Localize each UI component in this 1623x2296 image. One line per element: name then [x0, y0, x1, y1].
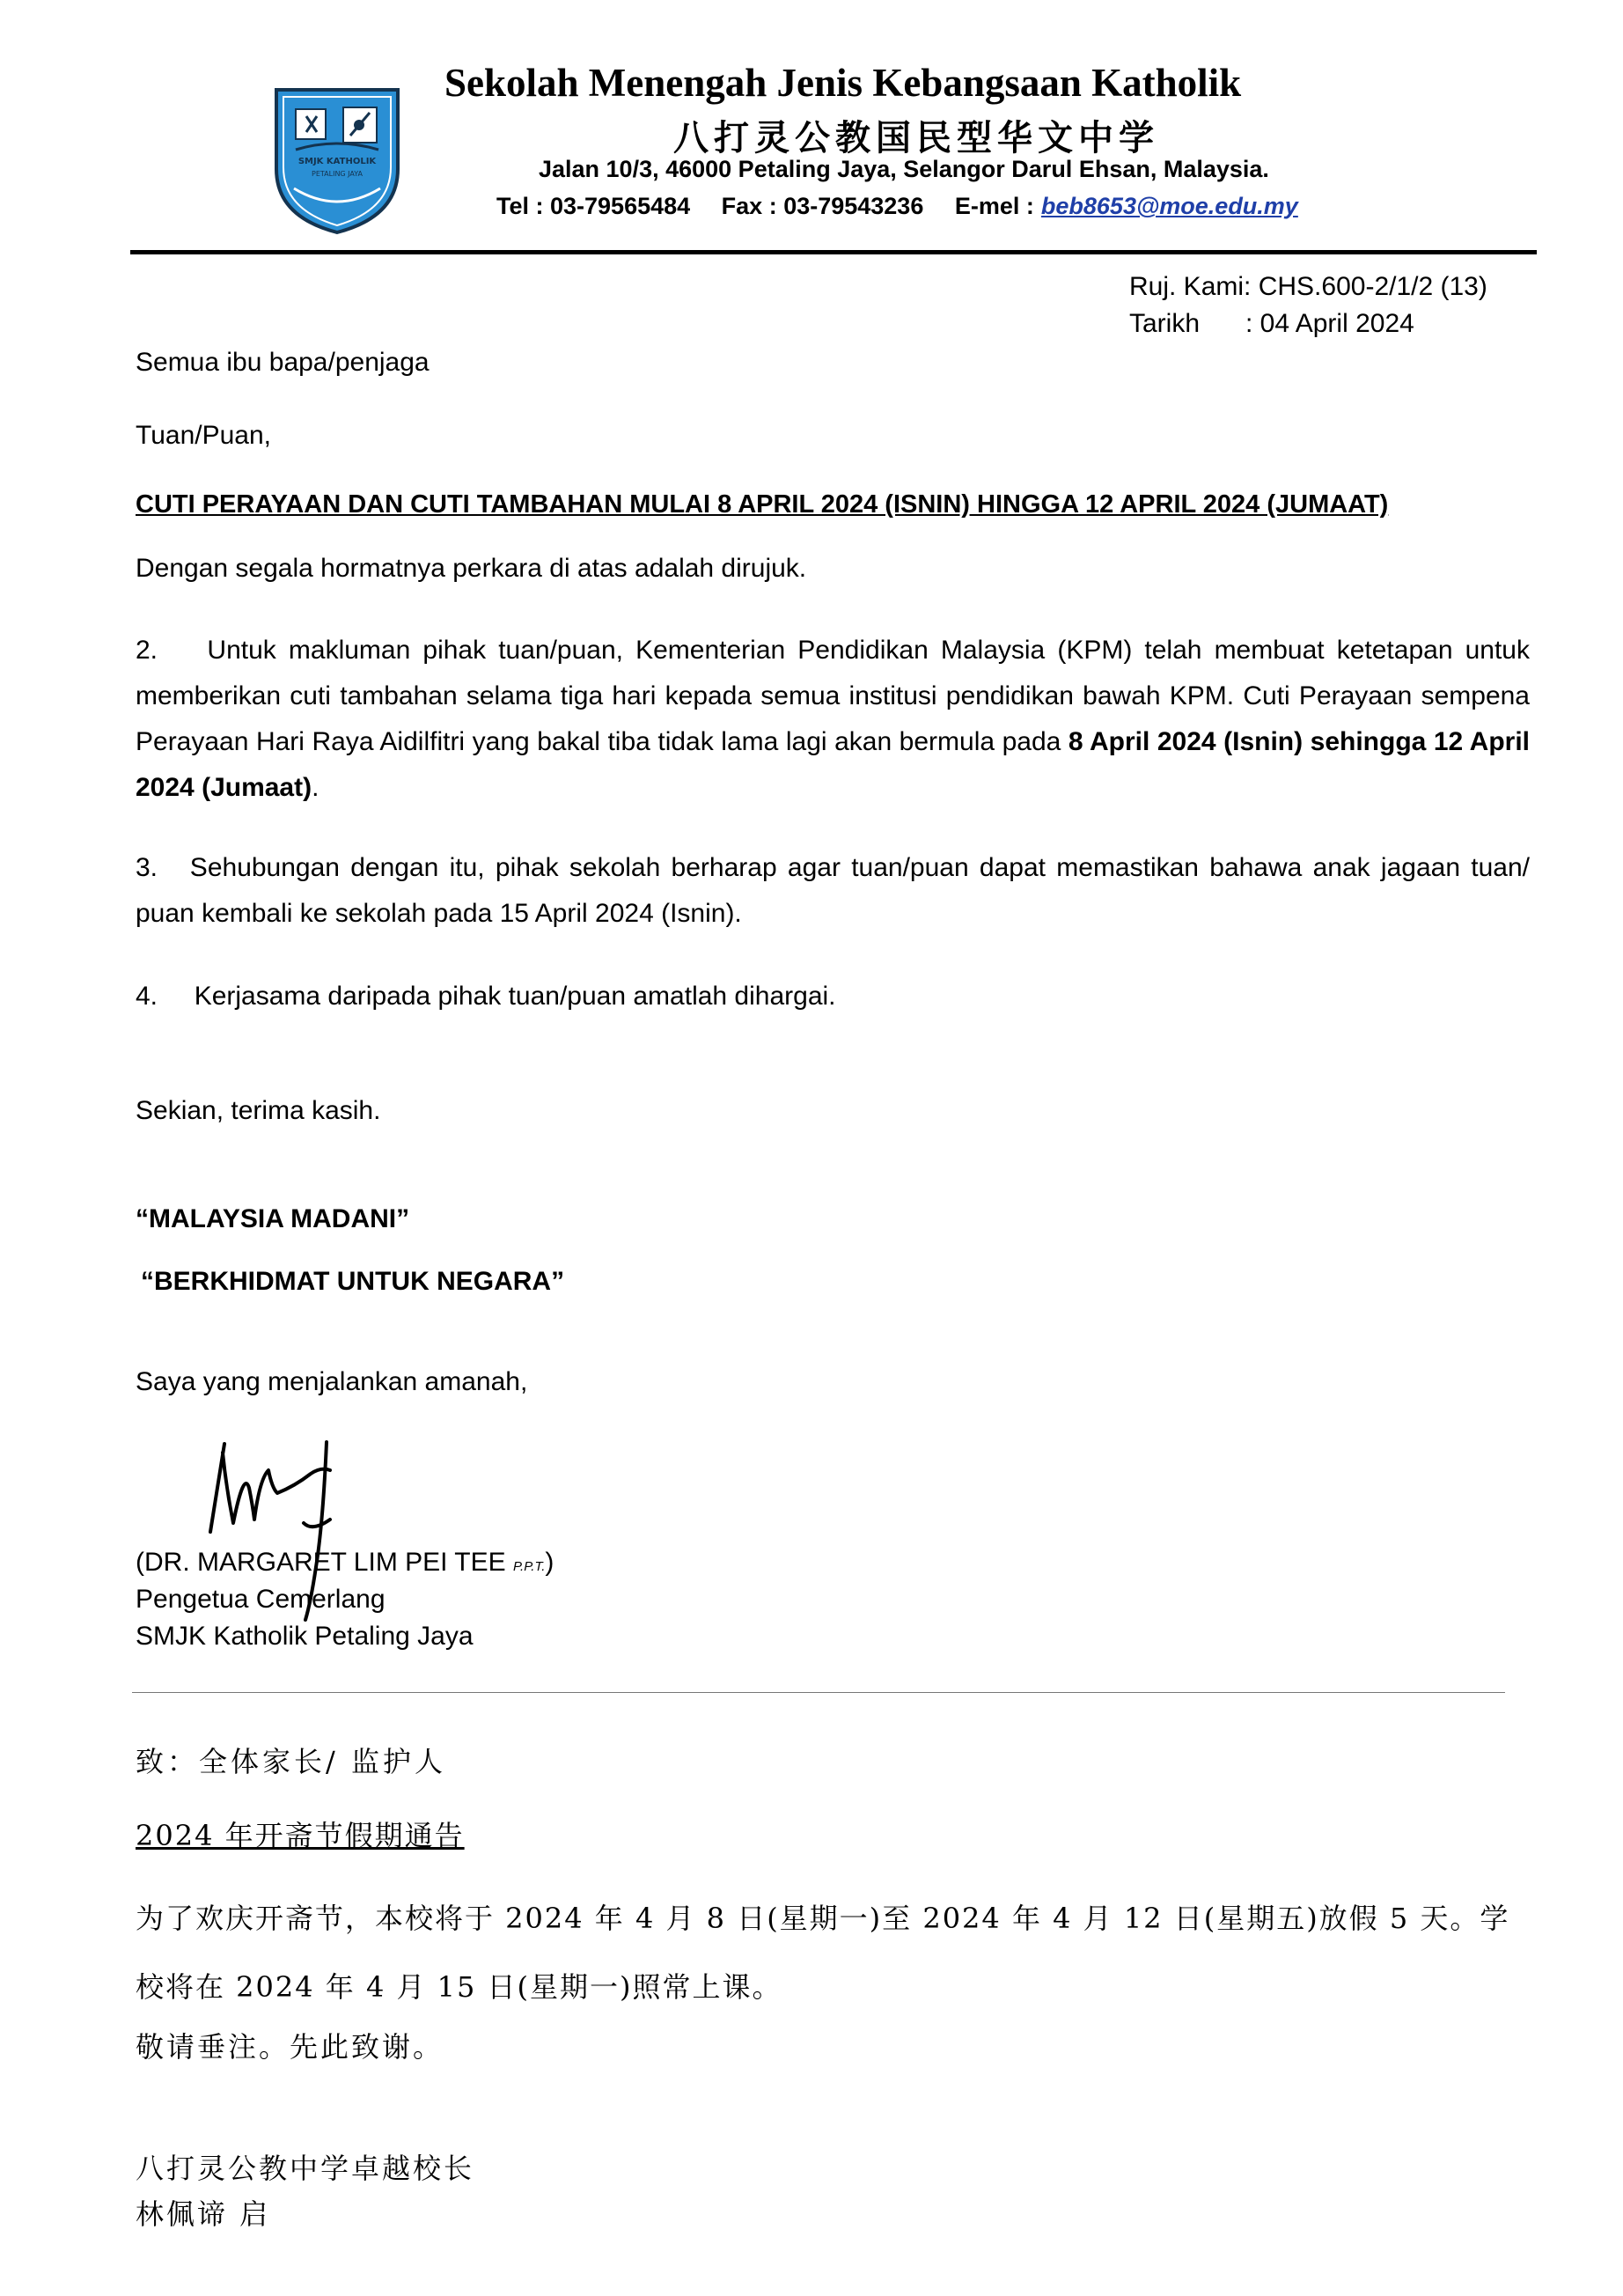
paragraph-3: 3. Sehubungan dengan itu, pihak sekolah berharap agar tuan/puan dapat memastikan bahawa anak jagaan tuan/ puan kembali ke sekolah pada 15 April 2024 (Isnin). — [136, 853, 1530, 928]
chinese-sign-title: 八打灵公教中学卓越校长 — [136, 2152, 475, 2185]
telephone-number: Tel : 03-79565484 — [496, 193, 691, 219]
school-name-chinese: 八打灵公教国民型华文中学 — [673, 117, 1159, 158]
signer-title-abbr: P.P.T. — [512, 1559, 546, 1574]
date-label: Tarikh — [1129, 309, 1201, 338]
signer-position: Pengetua Cemerlang — [136, 1585, 386, 1614]
motto-malaysia-madani: “MALAYSIA MADANI” — [136, 1204, 410, 1233]
signer-name — [136, 1544, 554, 1586]
section-divider — [132, 1692, 1505, 1693]
letter-subject: CUTI PERAYAAN DAN CUTI TAMBAHAN MULAI 8 APRIL 2024 (ISNIN) HINGGA 12 APRIL 2024 (JUMAAT) — [136, 490, 1389, 519]
chinese-sign-name: 林佩谛 启 — [136, 2197, 271, 2231]
paragraph-2-text: 2. Untuk makluman pihak tuan/puan, Kementerian Pendidikan Malaysia (KPM) telah membuat ketetapan untuk memberikan cuti tambahan selama tiga hari kepada semua institusi pendidikan bawah KPM. Cuti Perayaan sempena Perayaan Hari Raya Aidilfitri yang bakal tiba tidak lama lagi akan bermula pada — [136, 636, 1530, 756]
motto-berkhidmat: “BERKHIDMAT UNTUK NEGARA” — [141, 1267, 565, 1296]
header-divider — [130, 250, 1537, 254]
date-value: : 04 April 2024 — [1245, 309, 1414, 338]
email-link[interactable]: beb8653@moe.edu.my — [1040, 193, 1298, 219]
paragraph-2-dates: 8 April 2024 (Isnin) sehingga 12 April 2024 (Jumaat) — [136, 727, 1530, 802]
school-logo — [271, 85, 403, 236]
signoff-line: Saya yang menjalankan amanah, — [136, 1367, 528, 1396]
signer-close-paren: ) — [545, 1548, 554, 1577]
recipient-line: Semua ibu bapa/penjaga — [136, 348, 430, 377]
school-address: Jalan 10/3, 46000 Petaling Jaya, Selangor Darul Ehsan, Malaysia. — [539, 156, 1269, 182]
chinese-body: 为了欢庆开斋节，本校将于 2024 年 4 月 8 日(星期一)至 2024 年 4 月 12 日(星期五)放假 5 天。学校将在 2024 年 4 月 15 日(星期一)照常上课。 — [136, 1902, 1510, 2004]
chinese-title: 2024 年开斋节假期通告 — [136, 1819, 465, 1852]
svg-text:PETALING JAYA: PETALING JAYA — [312, 170, 363, 178]
reference-number-row — [1129, 269, 1487, 305]
reference-value: CHS.600-2/1/2 (13) — [1258, 272, 1487, 301]
contact-row — [496, 193, 1298, 220]
fax-number: Fax : 03-79543236 — [721, 193, 924, 219]
reference-block — [1129, 269, 1487, 342]
closing-line: Sekian, terima kasih. — [136, 1096, 381, 1125]
opening-paragraph: Dengan segala hormatnya perkara di atas adalah dirujuk. — [136, 554, 807, 583]
email-label: E-mel : — [954, 193, 1034, 219]
reference-label: Ruj. Kami: — [1129, 272, 1252, 301]
salutation: Tuan/Puan, — [136, 421, 271, 450]
school-crest-icon — [271, 85, 403, 236]
chinese-notice: 敬请垂注。先此致谢。 — [136, 2030, 444, 2064]
date-row — [1129, 305, 1487, 342]
chinese-recipient: 致：全体家长/ 监护人 — [136, 1745, 446, 1778]
svg-text:SMJK KATHOLIK: SMJK KATHOLIK — [297, 157, 377, 166]
signer-school: SMJK Katholik Petaling Jaya — [136, 1622, 474, 1651]
school-name: Sekolah Menengah Jenis Kebangsaan Katholik — [444, 61, 1242, 105]
paragraph-2-end: . — [312, 773, 319, 802]
paragraph-2 — [136, 628, 1530, 811]
signer-name-text: (DR. MARGARET LIM PEI TEE — [136, 1548, 506, 1577]
paragraph-4: 4. Kerjasama daripada pihak tuan/puan amatlah dihargai. — [136, 982, 836, 1011]
